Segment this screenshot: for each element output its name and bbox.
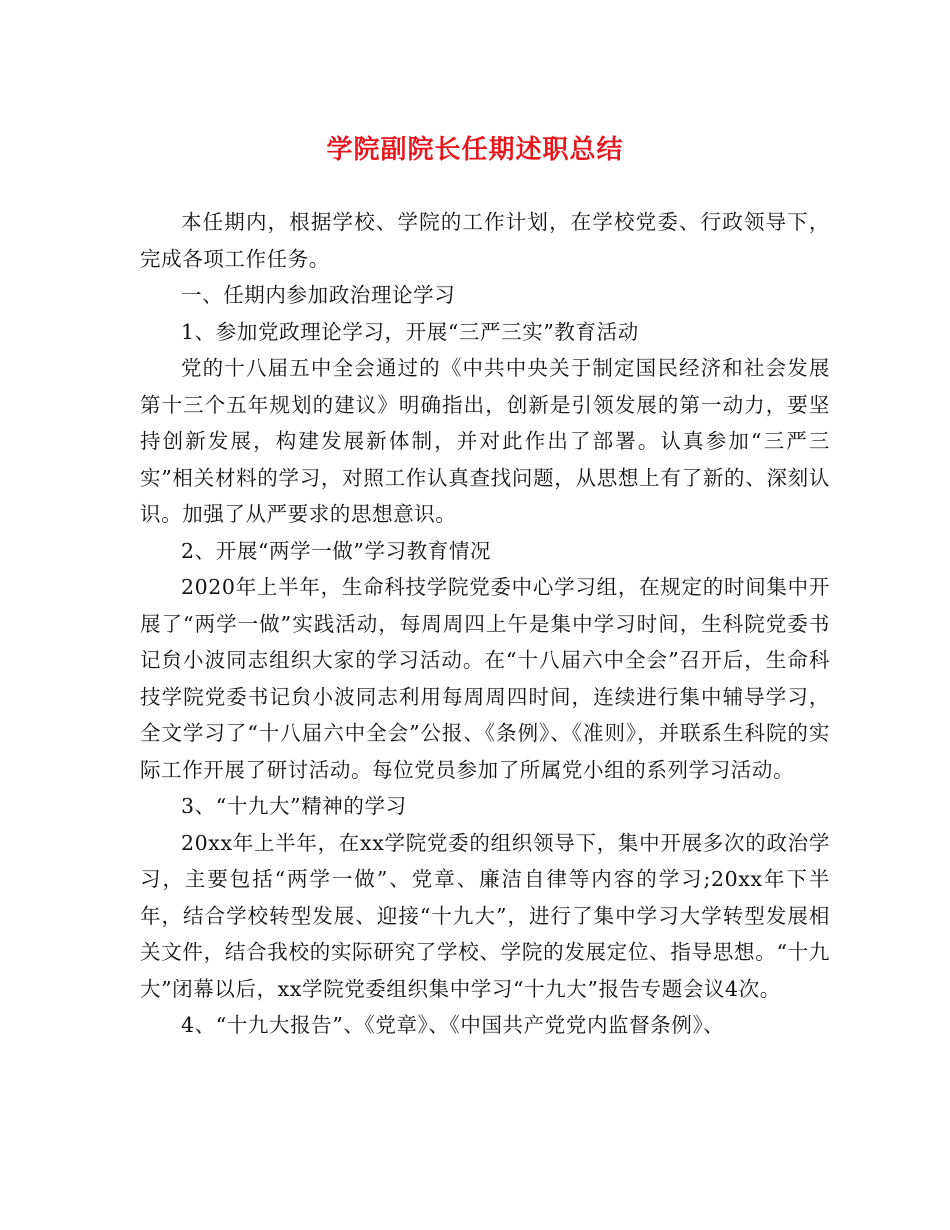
paragraph-1: 党的十八届五中全会通过的《中共中央关于制定国民经济和社会发展第十三个五年规划的建议》明确指出，创新是引领发展的第一动力，要坚持创新发展，构建发展新体制，并对此作出了部署。认真参加“三严三实”相关材料的学习，对照工作认真查找问题，从思想上有了新的、深刻认识。加强了从严要求的思想意识。	[140, 356, 830, 526]
section-heading-1: 一、任期内参加政治理论学习	[181, 283, 456, 307]
paragraph-intro: 本任期内，根据学校、学院的工作计划，在学校党委、行政领导下，完成各项工作任务。	[140, 210, 830, 271]
paragraph-3: 20xx年上半年，在xx学院党委的组织领导下，集中开展多次的政治学习，主要包括“两学一做”、党章、廉洁自律等内容的学习;20xx年下半年，结合学校转型发展、迎接“十九大”，进行了集中学习大学转型发展相关文件，结合我校的实际研究了学校、学院的发展定位、指导思想。“十九大”闭幕以后，xx学院党委组织集中学习“十九大”报告专题会议4次。	[140, 830, 830, 1001]
subsection-heading-4: 4、“十九大报告”、《党章》、《中国共产党党内监督条例》、	[181, 1013, 725, 1037]
subsection-heading-2: 2、开展“两学一做”学习教育情况	[181, 538, 492, 563]
subsection-heading-1: 1、参加党政理论学习，开展“三严三实”教育活动	[181, 319, 639, 344]
document-title: 学院副院长任期述职总结	[326, 135, 624, 165]
paragraph-2: 2020年上半年，生命科技学院党委中心学习组，在规定的时间集中开展了“两学一做”实践活动，每周周四上午是集中学习时间，生科院党委书记贠小波同志组织大家的学习活动。在“十八届六中全会”召开后，生命科技学院党委书记贠小波同志利用每周周四时间，连续进行集中辅导学习，全文学习了“十八届六中全会”公报、《条例》、《准则》，并联系生科院的实际工作开展了研讨活动。每位党员参加了所属党小组的系列学习活动。	[140, 575, 830, 782]
document-body	[140, 204, 830, 1044]
subsection-heading-3: 3、“十九大”精神的学习	[181, 794, 407, 818]
